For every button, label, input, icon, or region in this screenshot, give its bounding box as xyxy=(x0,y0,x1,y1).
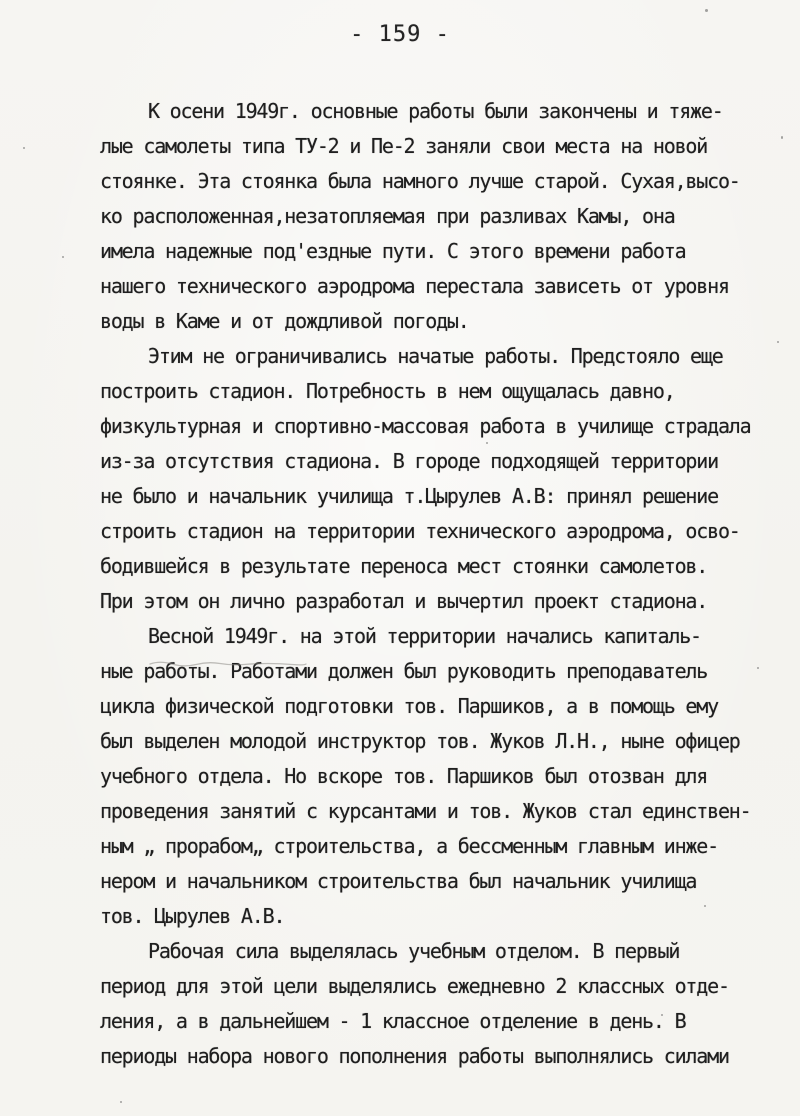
text-line: строить стадион на территории технического аэродрома, осво- xyxy=(100,519,740,543)
text-line: нашего технического аэродрома перестала зависеть от уровня xyxy=(100,274,729,298)
text-line: воды в Каме и от дождливой погоды. xyxy=(100,309,469,333)
text-line: бодившейся в результате переноса мест стоянки самолетов. xyxy=(100,554,708,578)
text-line: построить стадион. Потребность в нем ощущалась давно, xyxy=(100,379,675,403)
text-line: из-за отсутствия стадиона. В городе подходящей территории xyxy=(100,449,718,473)
text-line: был выделен молодой инструктор тов. Жуков Л.Н., ныне офицер xyxy=(100,729,740,753)
text-line: Этим не ограничивались начатые работы. Предстояло еще xyxy=(148,344,723,368)
text-line: проведения занятий с курсантами и тов. Жуков стал единствен- xyxy=(100,799,751,823)
text-line: При этом он лично разработал и вычертил проект стадиона. xyxy=(100,589,708,613)
text-line: лые самолеты типа ТУ-2 и Пе-2 заняли свои места на новой xyxy=(100,134,708,158)
text-line: нером и начальником строительства был начальник училища xyxy=(100,869,697,893)
text-line: ления, а в дальнейшем - 1 классное отделение в день. В xyxy=(100,1009,686,1033)
text-line: цикла физической подготовки тов. Паршиков, а в помощь ему xyxy=(100,694,718,718)
document-body xyxy=(100,94,772,1074)
scan-speck xyxy=(777,341,779,343)
text-line: К осени 1949г. основные работы были закончены и тяже- xyxy=(148,99,723,123)
scan-speck xyxy=(705,9,708,12)
text-line: Рабочая сила выделялась учебным отделом. В первый xyxy=(148,939,680,963)
text-line: физкультурная и спортивно-массовая работа в училище страдала xyxy=(100,414,751,438)
text-line: ко расположенная,незатопляемая при разливах Камы, она xyxy=(100,204,675,228)
text-line: стоянке. Эта стоянка была намного лучше старой. Сухая,высо- xyxy=(100,169,740,193)
text-line: не было и начальник училища т.Цырулев А.В: принял решение xyxy=(100,484,718,508)
text-line: ные работы. Работами должен был руководить преподаватель xyxy=(100,659,708,683)
scan-speck xyxy=(23,147,25,149)
text-line: Весной 1949г. на этой территории начались капиталь- xyxy=(148,624,701,648)
text-line: тов. Цырулев А.В. xyxy=(100,904,285,928)
page-number: - 159 - xyxy=(350,22,450,47)
scan-speck xyxy=(62,256,64,258)
text-line: имела надежные под'ездные пути. С этого времени работа xyxy=(100,239,686,263)
text-line: период для этой цели выделялись ежедневно 2 классных отде- xyxy=(100,974,729,998)
text-line: учебного отдела. Но вскоре тов. Паршиков был отозван для xyxy=(100,764,708,788)
text-line: ным „ прорабом„ строительства, а бессменным главным инже- xyxy=(100,834,718,858)
text-line: периоды набора нового пополнения работы выполнялись силами xyxy=(100,1044,729,1068)
scan-speck xyxy=(120,1101,122,1103)
scan-speck xyxy=(781,136,783,139)
